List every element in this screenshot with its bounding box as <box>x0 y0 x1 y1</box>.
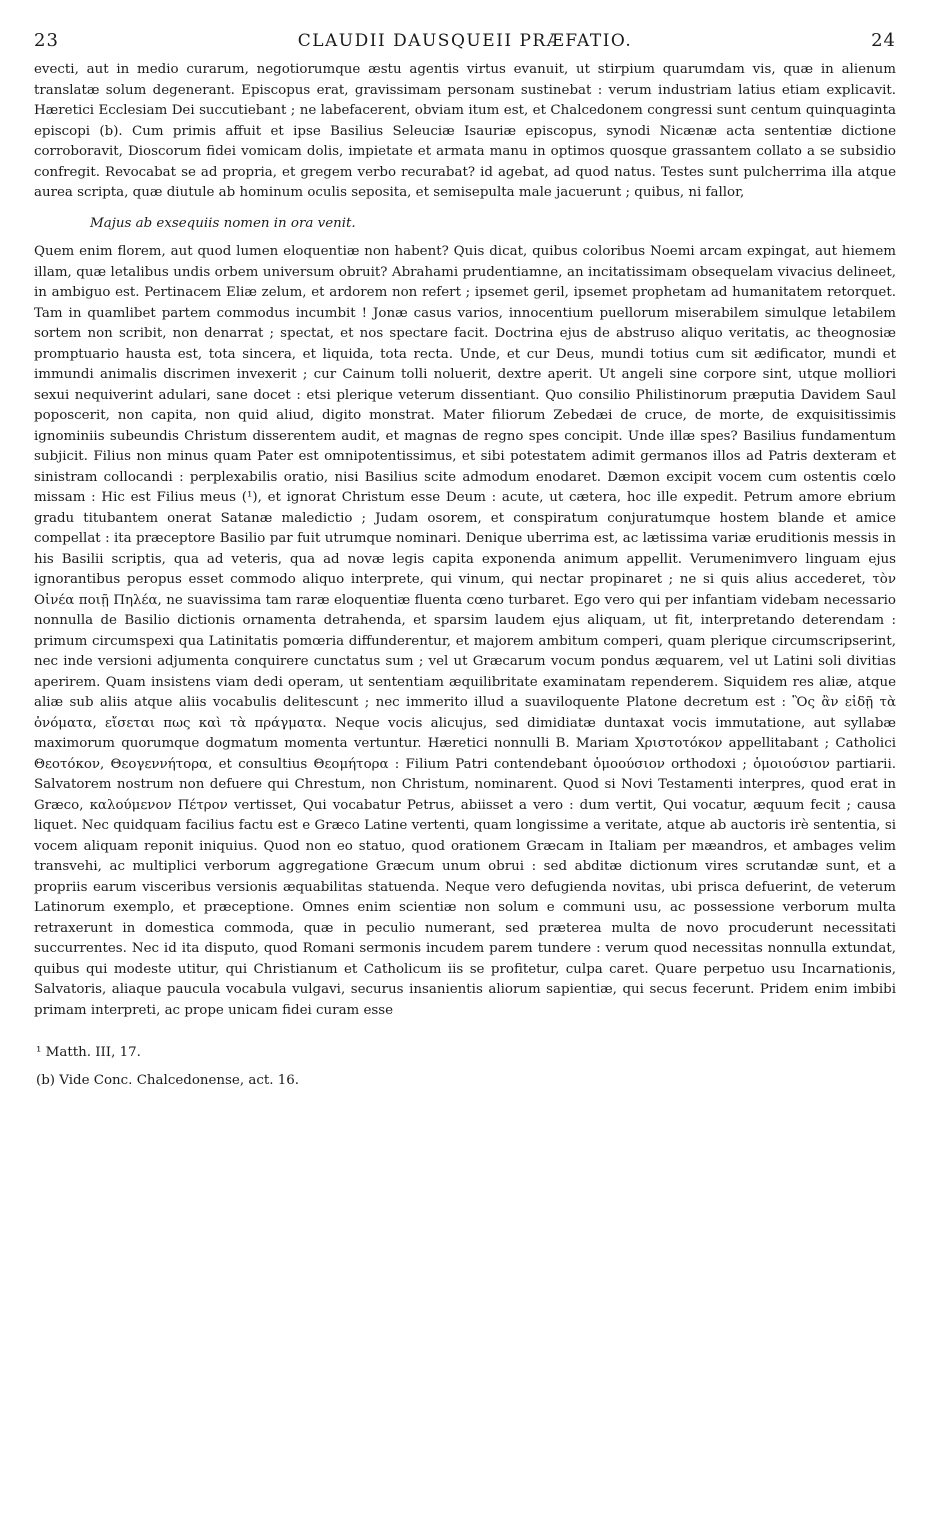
running-title: CLAUDII DAUSQUEII PRÆFATIO. <box>297 31 633 51</box>
footnotes <box>34 1039 896 1095</box>
footnote-1: ¹ Matth. III, 17. <box>36 1045 141 1060</box>
paragraph-1: evecti, aut in medio curarum, negotiorumque æstu agentis virtus evanuit, ut stirpium quarumdam vis, quæ in alienum translatæ solum degenerant. Episcopus erat, gravissimam personam sustinebat : verum industriam latius etiam explicavit. Hæretici Ecclesiam Dei succutiebant ; ne labefacerent, obviam itum est, et Chalcedonem congressi sunt centum quinquaginta episcopi (b). Cum primis affuit et ipse Basilius Seleuciæ Isauriæ episcopus, synodi Nicænæ acta sententiæ dictione corroboravit, Dioscorum fidei vomicam dolis, impietate et armata manu in optimos quosque grassantem collato a se subsidio confregit. Revocabat se ad propria, et gregem verbo recurabat? id agebat, ad quod natus. Testes sunt pulcherrima illa atque aurea scripta, quæ diutule ab hominum oculis seposita, et semisepulta male jacuerunt ; quibus, ni fallor, <box>34 62 896 200</box>
left-page-number: 23 <box>34 30 59 51</box>
footnote-b: (b) Vide Conc. Chalcedonense, act. 16. <box>36 1073 300 1088</box>
running-header <box>34 30 896 60</box>
verse-quote: Majus ab exsequiis nomen in ora venit. <box>90 215 356 231</box>
paragraph-2: Quem enim florem, aut quod lumen eloquentiæ non habent? Quis dicat, quibus coloribus Noemi arcam expingat, aut hiemem illam, quæ letalibus undis orbem universum obruit? Abrahami prudentiamne, an incitatissimam obsequelam vivacius delineet, in ambiguo est. Pertinacem Eliæ zelum, et ardorem non refert ; ipsemet geril, ipsemet prophetam ad humanitatem retorquet. Tam in quamlibet partem commodus incumbit ! Jonæ casus varios, innocentium puellorum miserabilem simulque letabilem sortem non scribit, non denarrat ; spectat, et nos spectare facit. Doctrina ejus de abstruso aliquo veritatis, ac theognosiæ promptuario hausta est, tota sincera, et liquida, tota recta. Unde, et cur Deus, mundi totius cum sit ædificator, mundi et immundi animalis discrimen invexerit ; cur Cainum tolli noluerit, dextre aperit. Ut angeli sine corpore sint, utque molliori sexui nequiverint adulari, sane docet : etsi plerique veterum dissentiant. Quo consilio Philistinorum præputia Davidem Saul poposcerit, non capita, non quid aliud, digito monstrat. Mater filiorum Zebedæi de cruce, de morte, de exquisitissimis ignominiis subeundis Christum disserentem audit, et magnas de regno spes concipit. Unde illæ spes? Basilius fundamentum subjicit. Filius non minus quam Pater est omnipotentissimus, et sibi potestatem adimit germanos illos ad Patris dexteram et sinistram collocandi : perplexabilis oratio, nisi Basilius scite admodum enodaret. Dæmon excipit vocem cum ostentis cœlo missam : Hic est Filius meus (¹), et ignorat Christum esse Deum : acute, ut cætera, hoc ille expedit. Petrum amore ebrium gradu titubantem onerat Satanæ maledictio ; Judam osorem, et conspiratum conjuratumque hostem blande et amice compellat : ita præceptore Basilio par fuit utrumque nominari. Denique uberrima est, ac lætissima variæ eruditionis messis in his Basilii scriptis, qua ad veteris, qua ad novæ legis capita exponenda animum appellit. Verumenimvero linguam ejus ignorantibus peropus esset commodo aliquo interprete, qui vinum, qui nectar propinaret ; ne si quis alius accederet, τὸν Οἰνέα ποιῇ Πηλέα, ne suavissima tam raræ eloquentiæ fluenta cœno turbaret. Ego vero qui per infantiam videbam necessario nonnulla de Basilio dictionis ornamenta detrahenda, et sparsim laudem ejus aliquam, ut fit, interpretando deterendam : primum circumspexi qua Latinitatis pomœria diffunderentur, et majorem ambitum comperi, quam plerique circumscripserint, nec inde versioni adjumenta conquirere cunctatus sum ; vel ut Græcarum vocum pondus æquarem, vel ut Latini soli divitias aperirem. Quam insistens viam dedi operam, ut sententiam æquilibritate examinatam rependerem. Siquidem res aliæ, atque aliæ sub aliis atque aliis vocabulis delitescunt ; nec immerito illud a suaviloquente Platone decretum est : Ὃς ἂν εἰδῇ τὰ ὀνόματα, εἴσεται πως καὶ τὰ πράγματα. Neque vocis alicujus, sed dimidiatæ duntaxat vocis immutatione, aut syllabæ maximorum quorumque dogmatum momenta vertuntur. Hæretici nonnulli B. Mariam Χριστοτόκον appellitabant ; Catholici Θεοτόκον, Θεογεννήτορα, et consultius Θεομήτορα : Filium Patri contendebant ὁμοούσιον orthodoxi ; ὁμοιούσιον partiarii. Salvatorem nostrum non defuere qui Chrestum, non Christum, nominarent. Quod si Novi Testamenti interpres, quod erat in Græco, καλούμενον Πέτρον vertisset, Qui vocabatur Petrus, abiisset a vero : dum vertit, Qui vocatur, æquum fecit ; causa liquet. Nec quidquam facilius factu est e Græco Latine vertenti, quam longissime a veritate, atque ab auctoris irè sententia, si vocem aliquam reponit iniquius. Quod non eo statuo, quod orationem Græcam in Italiam per mæandros, et ambages velim transvehi, ac multiplici verborum aggregatione Græcum unum obrui : sed abditæ dictionum vires scrutandæ sunt, et a propriis earum visceribus versionis æquabilitas statuenda. Neque vero defugienda novitas, ubi prisca defuerint, de veterum Latinorum exemplo, et præceptione. Omnes enim scientiæ non solum e communi usu, ac possessione verborum multa retraxerunt in domestica commoda, quæ in peculio numerant, sed præterea multa de novo procuderunt necessitati succurrentes. Nec id ita disputo, quod Romani sermonis incudem parem tundere : verum quod necessitas nonnulla extundat, quibus qui modeste utitur, qui Christianum et Catholicum iis se profitetur, culpa caret. Quare perpetuo usu Incarnationis, Salvatoris, aliaque paucula vocabula vulgavi, securus insanientis aliorum sapientiæ, qui secus fecerunt. Pridem enim imbibi primam interpreti, ac prope unicam fidei curam esse <box>34 244 896 1018</box>
body-text <box>34 60 896 1021</box>
right-page-number: 24 <box>871 30 896 51</box>
page <box>34 30 896 1095</box>
